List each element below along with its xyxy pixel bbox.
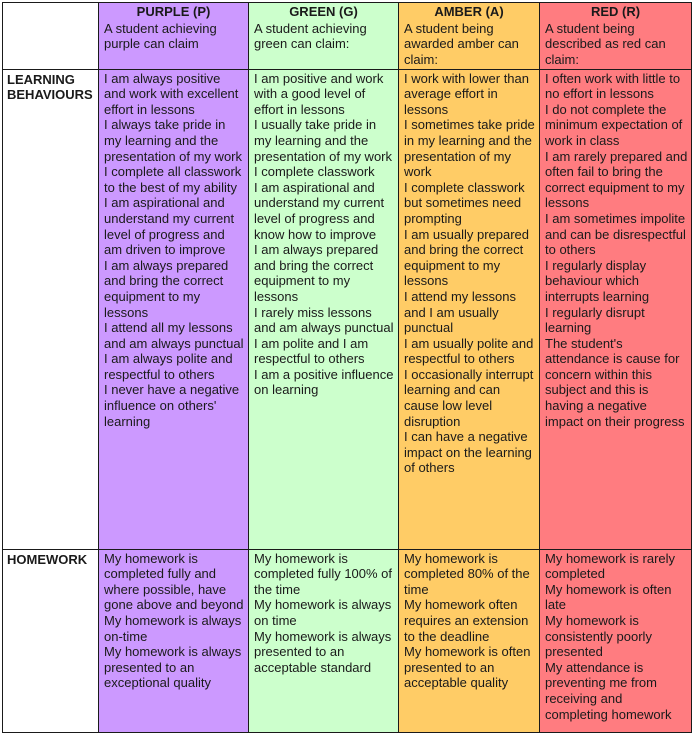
list-item: I sometimes take pride in my learning and the presentation of my work [404,117,535,180]
list-item: I attend my lessons and I am usually punctual [404,288,516,336]
green-column-title: GREEN (G) [249,3,399,20]
homework-green-cell [249,549,399,732]
list-item: I am usually polite and respectful to others [404,335,534,367]
list-item: I am always polite and respectful to others [104,351,233,382]
red-description: A student being described as red can claim: [540,20,692,70]
purple-description: A student achieving purple can claim [99,20,249,70]
list-item: My homework is always presented to an exceptional quality [104,644,242,691]
list-item: I occasionally interrupt learning and can cause low level disruption [404,366,534,429]
list-item: I am aspirational and understand my current level of progress and know how to improve [254,179,385,242]
description-row [3,20,692,70]
rubric-table [2,2,692,733]
list-item: I am always prepared and bring the correct equipment to my lessons [104,257,229,320]
homework-row [3,549,692,732]
learning-behaviours-row [3,69,692,549]
purple-column-title: PURPLE (P) [99,3,249,20]
list-item: I rarely miss lessons and am always punctual [254,304,394,336]
amber-description: A student being awarded amber can claim: [399,20,540,70]
list-item: I attend all my lessons and am always punctual [104,320,244,351]
list-item: I am sometimes impolite and can be disrespectful to others [545,210,686,258]
header-row [3,3,692,20]
homework-amber-cell [399,549,540,732]
learning-behaviours-label: LEARNING BEHAVIOURS [3,69,99,549]
homework-red-cell [540,549,692,732]
learning-red-cell [540,69,692,549]
list-item: I complete all classwork to the best of my ability [104,164,242,195]
list-item: My homework is consistently poorly presented [545,612,652,660]
list-item: I am aspirational and understand my current level of progress and am driven to improve [104,195,235,258]
list-item: My homework is completed fully 100% of the time [254,550,393,597]
list-item: I work with lower than average effort in lessons [404,70,529,117]
list-item: I complete classwork [254,164,375,180]
list-item: I am always positive and work with excellent effort in lessons [104,70,239,117]
list-item: I complete classwork but sometimes need prompting [404,179,525,226]
list-item: My homework is often presented to an acceptable quality [404,644,531,691]
list-item: My homework is completed fully and where possible, have gone above and beyond [104,550,244,613]
list-item: I am polite and I am respectful to others [254,335,369,367]
list-item: I am always prepared and bring the correct equipment to my lessons [254,242,379,304]
corner-cell [3,3,99,70]
list-item: My homework often requires an extension to the deadline [404,597,529,644]
list-item: The student's attendance is cause for concern within this subject and this is having a negative impact on their progress [545,335,685,429]
list-item: I do not complete the minimum expectation of work in class [545,101,683,148]
list-item: I often work with little to no effort in lessons [545,70,681,102]
learning-green-cell [249,69,399,549]
list-item: My homework is always on time [254,597,392,628]
list-item: I am usually prepared and bring the correct equipment to my lessons [404,226,530,289]
homework-purple-cell [99,549,249,732]
list-item: My attendance is preventing me from receiving and completing homework [545,659,672,722]
green-description: A student achieving green can claim: [249,20,399,70]
list-item: I can have a negative impact on the learning of others [404,429,532,476]
list-item: My homework is completed 80% of the time [404,550,530,597]
amber-column-title: AMBER (A) [399,3,540,20]
list-item: I never have a negative influence on others' learning [104,382,240,429]
homework-label: HOMEWORK [3,549,99,732]
learning-amber-cell [399,69,540,549]
list-item: My homework is often late [545,581,672,613]
red-column-title: RED (R) [540,3,692,20]
list-item: I am positive and work with a good level of effort in lessons [254,70,384,117]
list-item: I am a positive influence on learning [254,366,394,398]
list-item: I usually take pride in my learning and the presentation of my work [254,117,393,164]
list-item: My homework is always on-time [104,612,242,644]
learning-purple-cell [99,69,249,549]
list-item: My homework is always presented to an acceptable standard [254,628,392,675]
list-item: I always take pride in my learning and the presentation of my work [104,117,243,164]
list-item: I regularly display behaviour which interrupts learning [545,257,650,304]
list-item: I regularly disrupt learning [545,304,645,336]
list-item: My homework is rarely completed [545,550,676,582]
list-item: I am rarely prepared and often fail to bring the correct equipment to my lessons [545,148,688,211]
